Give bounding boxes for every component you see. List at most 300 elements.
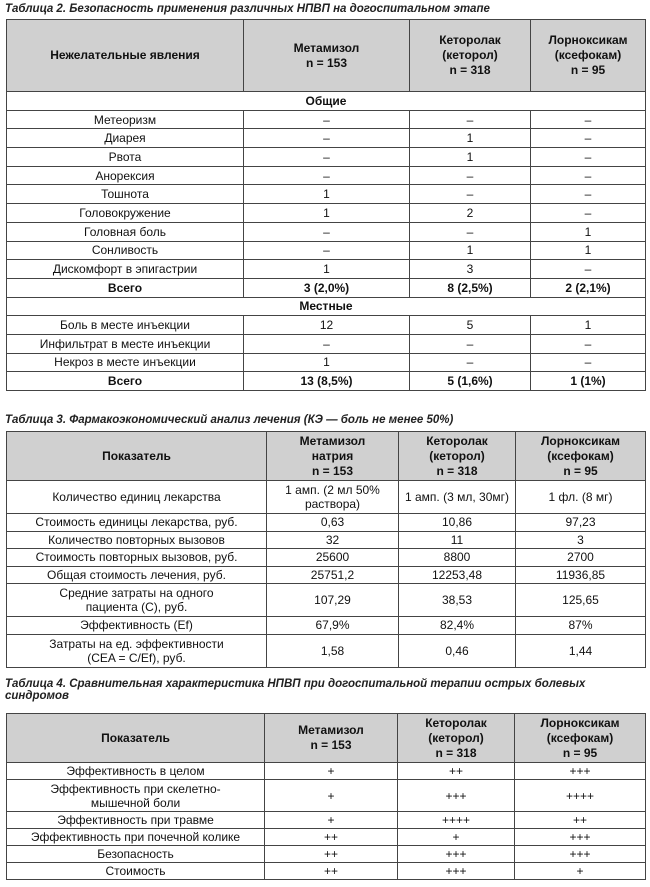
cell-line: Тошнота: [101, 187, 149, 202]
table-cell: [267, 481, 399, 514]
table-cell: [244, 353, 410, 372]
cell-line: 1 амп. (2 мл 50%: [285, 483, 380, 497]
cell-line: 1 (1%): [570, 374, 606, 389]
cell-line: ++: [323, 847, 338, 861]
table-row: [7, 846, 646, 863]
header-line: Метамизол: [293, 40, 360, 55]
cell-line: (CEA = C/Ef), руб.: [87, 650, 186, 665]
header-line: Лорноксикам: [540, 433, 621, 448]
cell-line: Стоимость единицы лекарства, руб.: [35, 515, 238, 530]
table-row: [7, 763, 646, 780]
cell-line: 125,65: [562, 593, 599, 607]
cell-line: ++: [572, 813, 587, 827]
cell-line: –: [466, 187, 474, 202]
table-cell: [244, 185, 410, 204]
table-cell: [244, 148, 410, 167]
table-cell: [410, 129, 531, 148]
table-cell: [265, 780, 398, 812]
table-cell: [7, 812, 265, 829]
table-cell: [265, 846, 398, 863]
table-cell: [399, 481, 516, 514]
table-cell: [7, 863, 265, 880]
header-line: Кеторолак: [426, 433, 488, 448]
table-cell: [7, 549, 267, 567]
table-cell: [516, 566, 646, 584]
table-cell: [7, 584, 267, 617]
table-cell: [531, 129, 646, 148]
cell-line: –: [584, 149, 592, 164]
cell-line: Рвота: [108, 149, 142, 164]
table-cell: [244, 110, 410, 129]
cell-line: –: [323, 168, 330, 183]
table-row: [7, 566, 646, 584]
cell-line: –: [466, 224, 474, 239]
table-cell: [398, 863, 515, 880]
cell-line: 0,63: [320, 515, 345, 530]
cell-line: –: [584, 205, 592, 220]
table-cell: [265, 829, 398, 846]
table-row: [7, 316, 646, 335]
cell-line: Дискомфорт в эпигастрии: [52, 262, 198, 277]
cell-line: –: [323, 224, 330, 239]
table-cell: [7, 129, 244, 148]
cell-line: 1: [584, 224, 592, 239]
table-cell: [531, 278, 646, 297]
cell-line: Сонливость: [91, 243, 159, 258]
table3-header-cell: [399, 432, 516, 481]
section-header: Общие: [7, 92, 646, 111]
cell-line: –: [584, 112, 592, 127]
table-cell: [7, 566, 267, 584]
table-cell: [244, 204, 410, 223]
table-cell: [7, 316, 244, 335]
table-cell: [398, 829, 515, 846]
table-cell: [531, 185, 646, 204]
table-row: [7, 549, 646, 567]
header-line: n = 95: [563, 463, 598, 478]
header-line: Показатель: [101, 730, 170, 745]
cell-line: 1 фл. (8 мг): [548, 490, 613, 504]
table-row: [7, 129, 646, 148]
table-cell: [7, 829, 265, 846]
table-cell: [244, 166, 410, 185]
table-cell: [531, 372, 646, 391]
cell-line: Эффективность при скелетно-: [50, 781, 221, 796]
table-cell: [515, 829, 646, 846]
table-row: [7, 531, 646, 549]
table-cell: [399, 566, 516, 584]
table2-header-cell: [7, 20, 244, 92]
table-row: [7, 166, 646, 185]
cell-line: Всего: [107, 374, 143, 389]
table-cell: [398, 780, 515, 812]
cell-line: –: [466, 336, 474, 351]
header-line: (ксефокам): [546, 730, 614, 745]
table2-header-cell: [531, 20, 646, 92]
table-cell: [399, 514, 516, 532]
cell-line: 0,46: [445, 643, 469, 658]
cell-line: –: [323, 336, 330, 351]
cell-line: 67,9%: [315, 618, 350, 633]
cell-line: –: [584, 187, 592, 202]
cell-line: +++: [569, 830, 591, 844]
header-line: Кеторолак: [425, 715, 487, 730]
table-cell: [399, 549, 516, 567]
cell-line: Метеоризм: [93, 112, 157, 127]
table-cell: [267, 531, 399, 549]
cell-line: Количество единиц лекарства: [52, 490, 221, 504]
table-cell: [531, 148, 646, 167]
cell-line: ++: [448, 764, 463, 778]
cell-line: –: [584, 168, 592, 183]
table4-caption: [5, 678, 585, 702]
cell-line: +: [452, 830, 460, 844]
cell-line: Эффективность при травме: [57, 813, 214, 827]
header-line: (ксефокам): [554, 48, 622, 62]
table-cell: [398, 812, 515, 829]
cell-line: 1: [323, 355, 330, 370]
table-cell: [7, 531, 267, 549]
table-cell: [244, 241, 410, 260]
header-line: Лорноксикам: [540, 715, 620, 730]
header-line: (ксефокам): [547, 448, 614, 463]
header-line: натрия: [311, 448, 354, 463]
table3: [6, 431, 646, 668]
header-line: Лорноксикам: [548, 33, 628, 47]
cell-line: 82,4%: [439, 618, 475, 633]
cell-line: 2700: [567, 550, 594, 565]
table-cell: [531, 204, 646, 223]
cell-line: –: [584, 336, 592, 351]
cell-line: 2: [466, 205, 474, 220]
cell-line: Боль в месте инъекции: [60, 318, 190, 333]
table4-header-row: [7, 714, 646, 763]
table-cell: [7, 763, 265, 780]
table-cell: [244, 372, 410, 391]
cell-line: –: [584, 262, 592, 277]
header-line: (кеторол): [442, 48, 498, 62]
table4: [6, 713, 646, 880]
cell-line: 1,58: [320, 643, 345, 658]
table-cell: [410, 204, 531, 223]
cell-line: –: [323, 149, 330, 164]
table-cell: [7, 481, 267, 514]
cell-line: ++: [323, 864, 338, 878]
cell-line: Эффективность при почечной колике: [30, 830, 241, 844]
table-row: [7, 481, 646, 514]
header-line: n = 95: [570, 63, 606, 77]
table-cell: [7, 780, 265, 812]
table-row: [7, 297, 646, 316]
table-cell: [410, 166, 531, 185]
table-cell: [515, 863, 646, 880]
cell-line: Количество повторных вызовов: [48, 532, 225, 547]
table-cell: [410, 241, 531, 260]
table-cell: [531, 260, 646, 279]
cell-line: Головная боль: [84, 224, 166, 239]
table-cell: [7, 514, 267, 532]
table-row: [7, 222, 646, 241]
cell-line: –: [323, 112, 330, 127]
table-cell: [531, 222, 646, 241]
header-line: (кеторол): [429, 448, 485, 463]
cell-line: ++++: [565, 788, 595, 803]
table-cell: [7, 278, 244, 297]
table4-header-cell: [398, 714, 515, 763]
table-row: [7, 372, 646, 391]
table2-header-cell: [410, 20, 531, 92]
cell-line: Всего: [107, 280, 143, 295]
table-row: [7, 241, 646, 260]
table-row: [7, 829, 646, 846]
table-cell: [7, 372, 244, 391]
header-line: n = 318: [435, 745, 477, 760]
cell-line: Общая стоимость лечения, руб.: [47, 567, 226, 582]
table-cell: [399, 634, 516, 667]
table-cell: [7, 110, 244, 129]
cell-line: 1,44: [568, 643, 593, 658]
header-line: n = 153: [310, 738, 352, 752]
cell-line: +++: [569, 847, 591, 861]
table-cell: [7, 148, 244, 167]
header-line: Показатель: [102, 448, 171, 463]
table-cell: [531, 334, 646, 353]
table-cell: [265, 863, 398, 880]
table-cell: [515, 780, 646, 812]
table-cell: [516, 549, 646, 567]
cell-line: Стоимость повторных вызовов, руб.: [35, 550, 238, 565]
table-cell: [398, 846, 515, 863]
table-cell: [244, 260, 410, 279]
header-line: Метамизол: [298, 723, 364, 737]
table-row: [7, 634, 646, 667]
cell-line: 13 (8,5%): [300, 374, 353, 389]
table-cell: [516, 617, 646, 635]
table-cell: [531, 353, 646, 372]
table-cell: [7, 334, 244, 353]
cell-line: 1: [584, 243, 592, 258]
cell-line: 5: [466, 318, 474, 333]
cell-line: Безопасность: [97, 847, 174, 861]
header-line: Метамизол: [299, 433, 366, 448]
table-cell: [7, 204, 244, 223]
table-row: [7, 863, 646, 880]
cell-line: 11: [450, 532, 464, 547]
cell-line: Головокружение: [79, 205, 171, 220]
cell-line: Диарея: [104, 131, 146, 146]
table-row: [7, 110, 646, 129]
cell-line: 1: [323, 262, 330, 277]
cell-line: 107,29: [314, 593, 351, 607]
table2-caption: Таблица 2. Безопасность применения различных НПВП на догоспитальном этапе: [5, 3, 490, 15]
table-cell: [267, 514, 399, 532]
table-cell: [410, 353, 531, 372]
cell-line: 12253,48: [431, 567, 483, 582]
header-line: n = 318: [436, 463, 478, 478]
table-row: [7, 92, 646, 111]
cell-line: 3: [577, 532, 584, 547]
cell-line: –: [323, 243, 330, 258]
table-row: [7, 514, 646, 532]
header-line: n = 153: [305, 55, 348, 70]
table-cell: [531, 316, 646, 335]
table-cell: [267, 617, 399, 635]
cell-line: Эффективность (Ef): [80, 618, 193, 633]
table-cell: [244, 278, 410, 297]
table-row: [7, 812, 646, 829]
table-cell: [265, 763, 398, 780]
table4-caption-line: Таблица 4. Сравнительная характеристика НПВП при догоспитальной терапии острых болевых: [5, 678, 586, 690]
table-cell: [410, 185, 531, 204]
cell-line: 2 (2,1%): [565, 280, 611, 295]
cell-line: 97,23: [565, 515, 596, 530]
cell-line: 1: [466, 131, 474, 146]
table-row: [7, 334, 646, 353]
cell-line: –: [584, 355, 592, 370]
table-cell: [531, 241, 646, 260]
cell-line: 32: [325, 532, 340, 547]
cell-line: ++++: [441, 813, 471, 827]
table4-caption-line: синдромов: [5, 690, 70, 702]
cell-line: 1: [466, 243, 474, 258]
cell-line: 8 (2,5%): [447, 280, 493, 295]
cell-line: +++: [569, 764, 591, 778]
cell-line: ++: [323, 830, 338, 844]
table-row: [7, 780, 646, 812]
table-cell: [7, 241, 244, 260]
table-cell: [515, 846, 646, 863]
table-row: [7, 204, 646, 223]
header-line: (кеторол): [428, 730, 484, 745]
table-cell: [7, 222, 244, 241]
table-cell: [515, 763, 646, 780]
cell-line: мышечной боли: [90, 795, 181, 810]
cell-line: 5 (1,6%): [447, 374, 493, 389]
table-cell: [410, 372, 531, 391]
table-cell: [399, 584, 516, 617]
table-cell: [516, 531, 646, 549]
cell-line: +++: [445, 788, 467, 803]
cell-line: 3 (2,0%): [303, 280, 350, 295]
table-cell: [7, 353, 244, 372]
table-cell: [265, 812, 398, 829]
header-line: n = 318: [449, 63, 491, 77]
cell-line: 87%: [568, 618, 593, 633]
table-cell: [7, 166, 244, 185]
header-line: n = 153: [311, 463, 354, 478]
table-cell: [531, 166, 646, 185]
table2: [6, 19, 646, 391]
table4-header-cell: [7, 714, 265, 763]
cell-line: –: [466, 112, 474, 127]
cell-line: +: [576, 864, 584, 878]
table-cell: [267, 566, 399, 584]
cell-line: 1: [466, 149, 474, 164]
cell-line: 25600: [315, 550, 350, 565]
table-cell: [410, 278, 531, 297]
table-cell: [398, 763, 515, 780]
table-cell: [515, 812, 646, 829]
table-cell: [7, 260, 244, 279]
table3-header-cell: [516, 432, 646, 481]
cell-line: –: [466, 168, 474, 183]
table-cell: [410, 260, 531, 279]
header-line: Кеторолак: [439, 33, 501, 47]
table-cell: [7, 634, 267, 667]
cell-line: +++: [445, 847, 467, 861]
table3-header-cell: [7, 432, 267, 481]
cell-line: Средние затраты на одного: [59, 586, 214, 600]
table-cell: [7, 617, 267, 635]
cell-line: –: [466, 355, 474, 370]
cell-line: 38,53: [441, 593, 473, 607]
table-row: [7, 148, 646, 167]
table-cell: [267, 634, 399, 667]
table-row: [7, 260, 646, 279]
table-cell: [244, 334, 410, 353]
table-cell: [7, 185, 244, 204]
cell-line: 11936,85: [555, 567, 606, 582]
table-cell: [244, 222, 410, 241]
table-cell: [410, 110, 531, 129]
cell-line: Стоимость: [105, 864, 166, 878]
table-cell: [399, 617, 516, 635]
table-cell: [516, 481, 646, 514]
table4-header-cell: [265, 714, 398, 763]
cell-line: 1: [584, 318, 592, 333]
cell-line: 1: [323, 187, 330, 202]
table-cell: [410, 316, 531, 335]
table-cell: [267, 549, 399, 567]
table-row: [7, 617, 646, 635]
cell-line: 1: [323, 205, 330, 220]
table2-header-row: [7, 20, 646, 92]
header-line: Нежелательные явления: [50, 48, 200, 62]
cell-line: пациента (С), руб.: [85, 600, 188, 614]
table-row: [7, 185, 646, 204]
cell-line: Анорексия: [95, 168, 155, 183]
cell-line: 1 амп. (3 мл, 30мг): [405, 490, 509, 504]
cell-line: Затраты на ед. эффективности: [49, 636, 224, 651]
table-cell: [7, 846, 265, 863]
table-cell: [410, 222, 531, 241]
cell-line: 25751,2: [310, 567, 355, 582]
table2-header-cell: [244, 20, 410, 92]
cell-line: Некроз в месте инъекции: [54, 355, 196, 370]
table-cell: [516, 584, 646, 617]
table3-header-row: [7, 432, 646, 481]
table-cell: [531, 110, 646, 129]
table-cell: [410, 148, 531, 167]
table-cell: [267, 584, 399, 617]
cell-line: Инфильтрат в месте инъекции: [39, 336, 211, 351]
table-row: [7, 278, 646, 297]
table4-header-cell: [515, 714, 646, 763]
table-cell: [516, 634, 646, 667]
cell-line: –: [584, 131, 592, 146]
header-line: n = 95: [562, 745, 598, 760]
table-cell: [244, 316, 410, 335]
table-cell: [399, 531, 516, 549]
cell-line: +: [327, 788, 335, 803]
table3-caption: Таблица 3. Фармакоэкономический анализ лечения (КЭ — боль не менее 50%): [5, 414, 454, 426]
section-header: Местные: [7, 297, 646, 316]
cell-line: +++: [445, 864, 467, 878]
cell-line: +: [327, 813, 335, 827]
table3-header-cell: [267, 432, 399, 481]
table-cell: [244, 129, 410, 148]
cell-line: 8800: [443, 550, 471, 565]
